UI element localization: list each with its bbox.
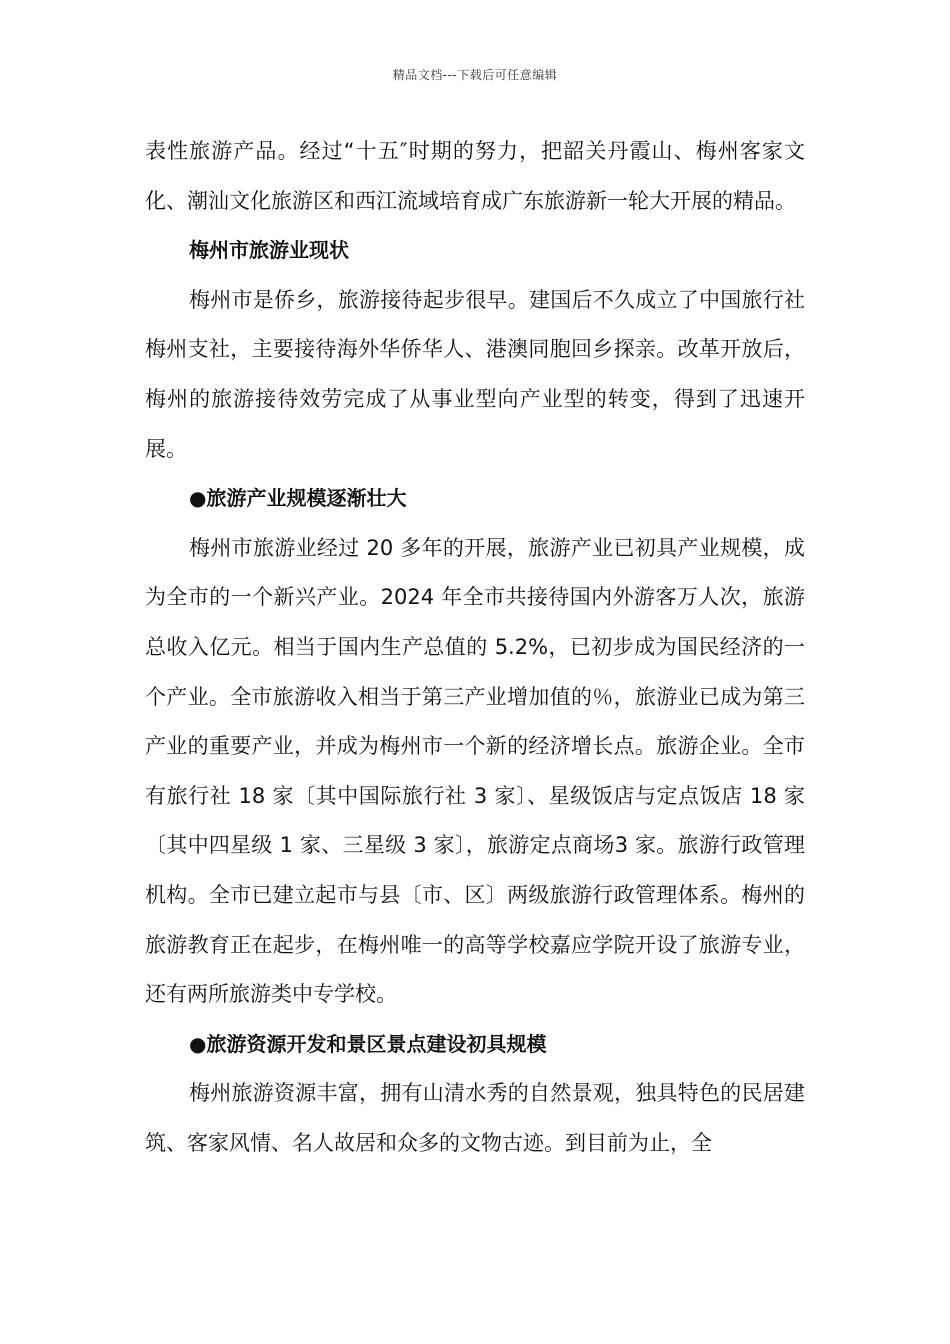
section-heading-status: 梅州市旅游业现状 (189, 238, 349, 263)
paragraph-continued: 表性旅游产品。经过“十五″时期的努力，把韶关丹霞山、梅州客家文化、潮汕文化旅游区和西江流域培育成广东旅游新一轮大开展的精品。 (145, 139, 805, 213)
paragraph-industry-scale: 梅州市旅游业经过 20 多年的开展，旅游产业已初具产业规模，成为全市的一个新兴产业。2024 年全市共接待国内外游客万人次，旅游总收入亿元。相当于国内生产总值的 5.2%，已初步成为国民经济的一个产业。全市旅游收入相当于第三产业增加值的％，旅游业已成为第三产业的重要产业，并成为梅州市一个新的经济增长点。旅游企业。全市有旅行社 18 家〔其中国际旅行社 3 家〕、星级饭店与定点饭店 18 家〔其中四星级 1 家、三星级 3 家〕，旅游定点商场3 家。旅游行政管理机构。全市已建立起市与县〔市、区〕两级旅游行政管理体系。梅州的旅游教育正在起步，在梅州唯一的高等学校嘉应学院开设了旅游专业，还有两所旅游类中专学校。 (145, 535, 805, 1007)
paragraph-resource-development: 梅州旅游资源丰富，拥有山清水秀的自然景观，独具特色的民居建筑、客家风情、名人故居和众多的文物古迹。到目前为止，全 (145, 1081, 805, 1155)
paragraph-status: 梅州市是侨乡，旅游接待起步很早。建国后不久成立了中国旅行社梅州支社，主要接待海外华侨华人、港澳同胞回乡探亲。改革开放后，梅州的旅游接待效劳完成了从事业型向产业型的转变，得到了迅速开展。 (145, 287, 805, 461)
document-body (145, 127, 805, 1168)
page-header: 精品文档---下载后可任意编辑 (392, 68, 558, 82)
section-heading-resource-development: ●旅游资源开发和景区景点建设初具规模 (189, 1031, 547, 1056)
section-heading-industry-scale: ●旅游产业规模逐渐壮大 (189, 486, 407, 511)
